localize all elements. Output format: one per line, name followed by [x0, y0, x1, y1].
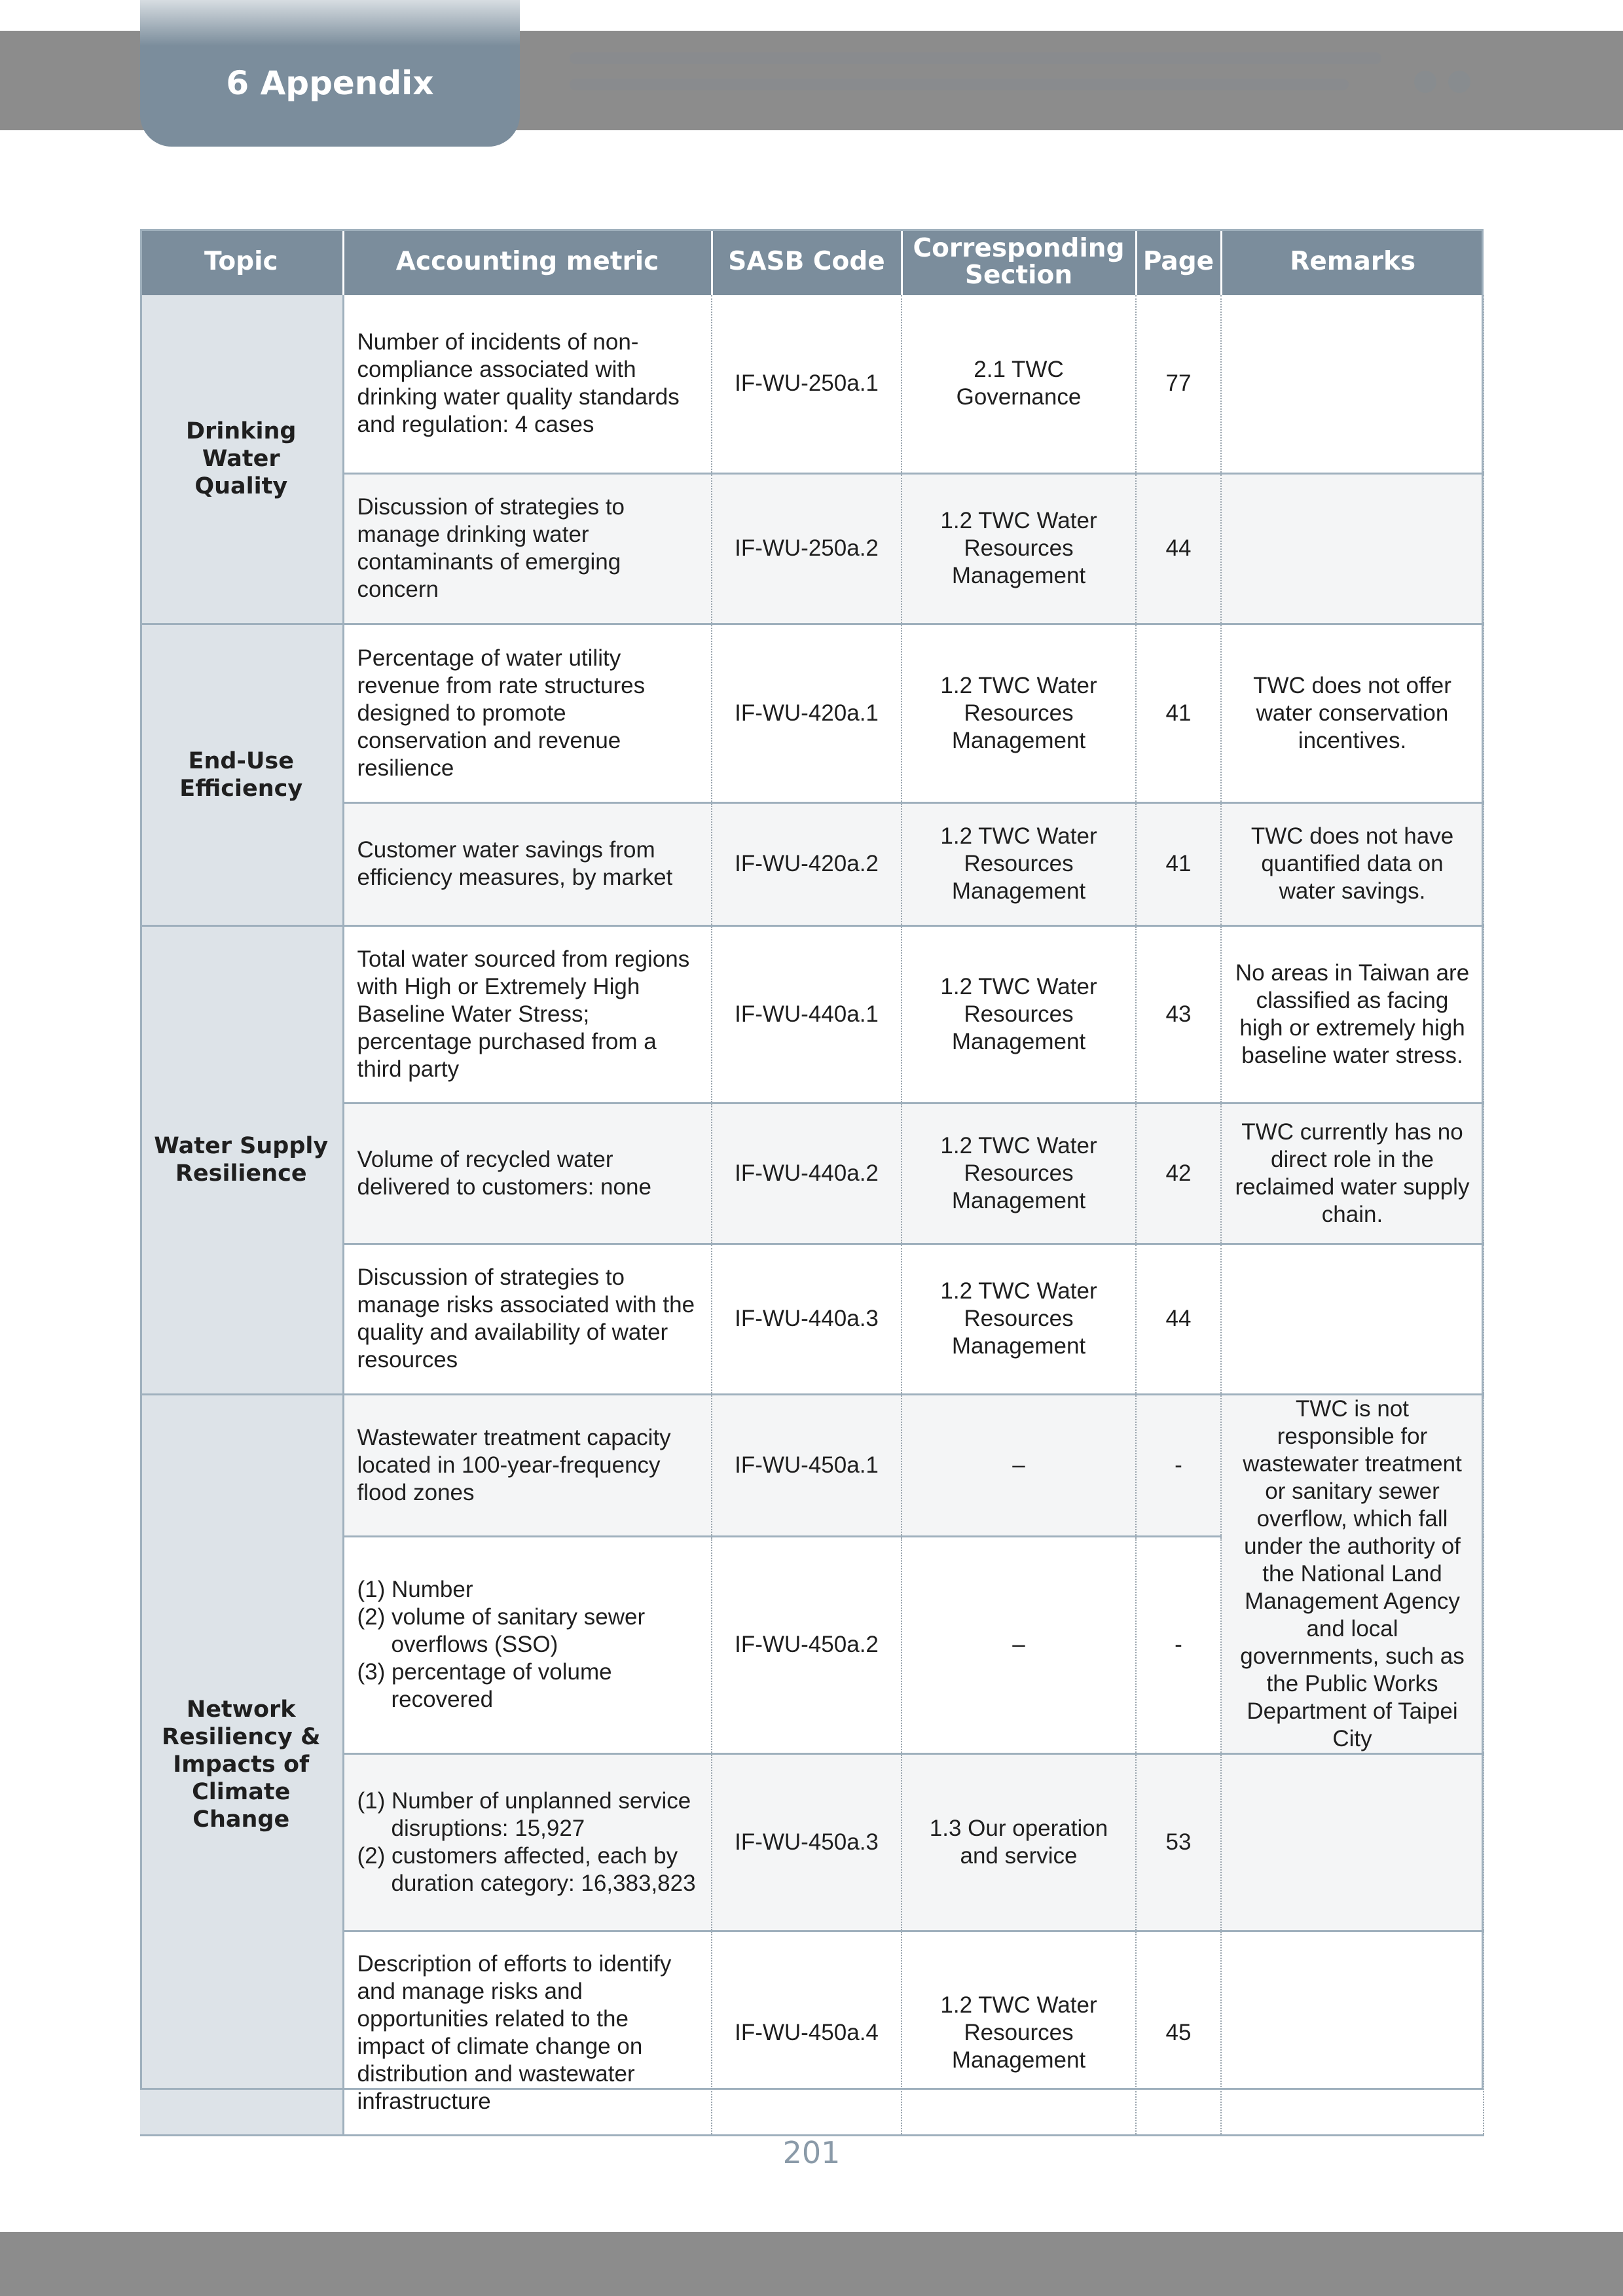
- header-topic: Topic: [140, 229, 343, 295]
- metric-list-item: (2) customers affected, each by duration category: 16,383,823: [357, 1842, 696, 1896]
- metric-list-item: (3) percentage of volume recovered: [357, 1659, 612, 1713]
- page-link[interactable]: 44: [1136, 1244, 1221, 1394]
- topic-end-use-efficiency: End-Use Efficiency: [140, 624, 343, 925]
- metric-cell: Description of efforts to identify and manage risks and opportunities related to the impact of climate change on distribution and wastewater infrastructure: [343, 1931, 712, 2135]
- topic-drinking-water-quality: Drinking Water Quality: [140, 295, 343, 624]
- page-link[interactable]: 41: [1136, 802, 1221, 925]
- page-link[interactable]: 42: [1136, 1103, 1221, 1244]
- header-code: SASB Code: [712, 229, 902, 295]
- sasb-code-cell: IF-WU-450a.2: [712, 1537, 902, 1753]
- page-cell: -: [1136, 1394, 1221, 1537]
- header-navigation-faded: [570, 52, 1381, 111]
- page-link[interactable]: 53: [1136, 1753, 1221, 1931]
- metric-cell: Number of incidents of non-compliance associated with drinking water quality standards and regulation: 4 cases: [343, 295, 712, 473]
- menu-icon: [1448, 71, 1470, 93]
- sasb-index-table: [140, 229, 1484, 2136]
- section-link[interactable]: 1.2 TWC Water Resources Management: [902, 802, 1136, 925]
- sasb-code-cell: IF-WU-450a.3: [712, 1753, 902, 1931]
- page-link[interactable]: 43: [1136, 925, 1221, 1103]
- remarks-cell: TWC does not have quantified data on water savings.: [1221, 802, 1484, 925]
- sasb-code-cell: IF-WU-450a.4: [712, 1931, 902, 2135]
- metric-cell: Percentage of water utility revenue from rate structures designed to promote conservation and revenue resilience: [343, 624, 712, 802]
- section-link[interactable]: 1.2 TWC Water Resources Management: [902, 1244, 1136, 1394]
- section-link[interactable]: 1.2 TWC Water Resources Management: [902, 1103, 1136, 1244]
- topic-water-supply-resilience: Water Supply Resilience: [140, 925, 343, 1394]
- metric-cell: [343, 1753, 712, 1931]
- page-cell: -: [1136, 1537, 1221, 1753]
- sasb-code-cell: IF-WU-440a.2: [712, 1103, 902, 1244]
- section-link[interactable]: 1.3 Our operation and service: [902, 1753, 1136, 1931]
- section-link[interactable]: 1.2 TWC Water Resources Management: [902, 925, 1136, 1103]
- sasb-code-cell: IF-WU-420a.1: [712, 624, 902, 802]
- metric-cell: Volume of recycled water delivered to customers: none: [343, 1103, 712, 1244]
- metric-cell: Discussion of strategies to manage drinking water contaminants of emerging concern: [343, 473, 712, 624]
- sasb-code-cell: IF-WU-450a.1: [712, 1394, 902, 1537]
- header-metric: Accounting metric: [343, 229, 712, 295]
- footer-band: [0, 2232, 1623, 2296]
- table-row: [140, 624, 1484, 802]
- metric-list-item: (2) volume of sanitary sewer overflows (SSO): [357, 1604, 646, 1658]
- remarks-cell: TWC does not offer water conservation incentives.: [1221, 624, 1484, 802]
- section-title: 6 Appendix: [226, 64, 434, 102]
- header-remarks: Remarks: [1221, 229, 1484, 295]
- metric-cell: Discussion of strategies to manage risks associated with the quality and availability of water resources: [343, 1244, 712, 1394]
- page-link[interactable]: 41: [1136, 624, 1221, 802]
- page-number: 201: [782, 2135, 841, 2170]
- page-link[interactable]: 77: [1136, 295, 1221, 473]
- metric-cell: Total water sourced from regions with High or Extremely High Baseline Water Stress; percentage purchased from a third party: [343, 925, 712, 1103]
- page-link[interactable]: 45: [1136, 1931, 1221, 2135]
- home-icon: [1414, 71, 1436, 93]
- page-link[interactable]: 44: [1136, 473, 1221, 624]
- metric-cell: [343, 1537, 712, 1753]
- section-cell: –: [902, 1537, 1136, 1753]
- remarks-cell: TWC is not responsible for wastewater treatment or sanitary sewer overflow, which fall under the authority of the National Land Management Agency and local governments, such as the Public Works Department of Taipei City: [1221, 1394, 1484, 1753]
- sasb-code-cell: IF-WU-250a.2: [712, 473, 902, 624]
- metric-cell: Customer water savings from efficiency measures, by market: [343, 802, 712, 925]
- section-link[interactable]: 1.2 TWC Water Resources Management: [902, 1931, 1136, 2135]
- remarks-cell: No areas in Taiwan are classified as facing high or extremely high baseline water stress.: [1221, 925, 1484, 1103]
- remarks-cell: [1221, 473, 1484, 624]
- remarks-cell: [1221, 1753, 1484, 1931]
- section-tab[interactable]: [140, 0, 520, 147]
- remarks-cell: [1221, 1244, 1484, 1394]
- header-section: Corresponding Section: [902, 229, 1136, 295]
- sasb-code-cell: IF-WU-420a.2: [712, 802, 902, 925]
- table-row: [140, 1394, 1484, 1537]
- section-cell: –: [902, 1394, 1136, 1537]
- table-header-row: [140, 229, 1484, 295]
- remarks-cell: TWC currently has no direct role in the reclaimed water supply chain.: [1221, 1103, 1484, 1244]
- section-link[interactable]: 2.1 TWC Governance: [902, 295, 1136, 473]
- remarks-cell: [1221, 1931, 1484, 2135]
- section-link[interactable]: 1.2 TWC Water Resources Management: [902, 624, 1136, 802]
- table-row: [140, 295, 1484, 473]
- topic-network-resiliency: Network Resiliency & Impacts of Climate Change: [140, 1394, 343, 2135]
- header-icons-faded: [1414, 71, 1482, 96]
- table-row: [140, 925, 1484, 1103]
- metric-list-item: (1) Number of unplanned service disruptions: 15,927: [357, 1787, 691, 1841]
- header-page: Page: [1136, 229, 1221, 295]
- metric-list-item: (1) Number: [357, 1577, 473, 1603]
- metric-cell: Wastewater treatment capacity located in 100-year-frequency flood zones: [343, 1394, 712, 1537]
- remarks-cell: [1221, 295, 1484, 473]
- sasb-code-cell: IF-WU-440a.1: [712, 925, 902, 1103]
- sasb-code-cell: IF-WU-440a.3: [712, 1244, 902, 1394]
- sasb-code-cell: IF-WU-250a.1: [712, 295, 902, 473]
- section-link[interactable]: 1.2 TWC Water Resources Management: [902, 473, 1136, 624]
